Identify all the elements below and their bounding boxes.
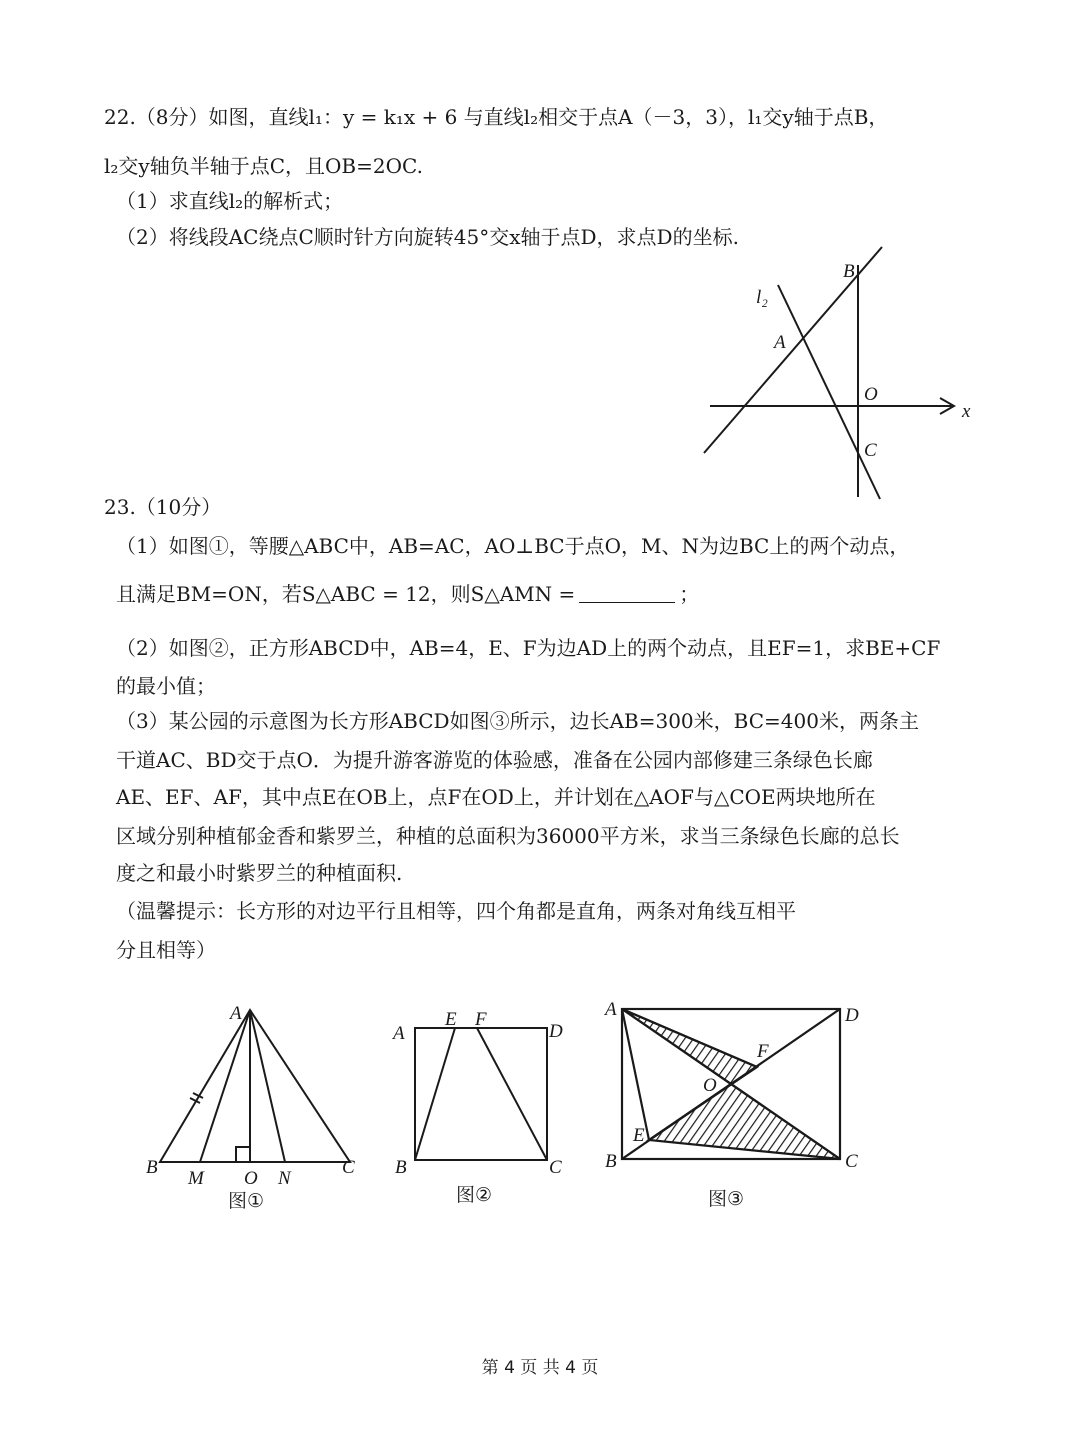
page-footer: 第 4 页 共 4 页	[481, 1358, 599, 1378]
fig3-label-D: D	[845, 1005, 859, 1026]
fig22-label-C: C	[864, 440, 877, 461]
fig1-label-C: C	[342, 1157, 355, 1178]
fig3-label-E: E	[633, 1125, 645, 1146]
fig22-label-x: x	[962, 401, 971, 422]
fig3-label-O: O	[703, 1075, 717, 1096]
q23-part1-a: （1）如图①，等腰△ABC中，AB=AC，AO⊥BC于点O，M、N为边BC上的两个动点，	[116, 534, 910, 558]
fig3-label-F: F	[757, 1041, 769, 1062]
fig3-rectangle-park	[595, 995, 875, 1180]
q23-tip-a: （温馨提示：长方形的对边平行且相等，四个角都是直角，两条对角线互相平	[116, 899, 796, 923]
fig22-label-B: B	[843, 261, 855, 282]
q22-part2: （2）将线段AC绕点C顺时针方向旋转45°交x轴于点D，求点D的坐标.	[116, 225, 739, 249]
path-AF	[622, 1009, 757, 1067]
q23-part3-a: （3）某公园的示意图为长方形ABCD如图③所示，边长AB=300米，BC=400米，两条主	[116, 709, 919, 733]
q23-part3-b: 干道AC、BD交于点O．为提升游客游览的体验感，准备在公园内部修建三条绿色长廊	[116, 748, 873, 772]
path-AE	[622, 1009, 649, 1140]
fig1-label-O: O	[244, 1168, 258, 1189]
fig3-label-B: B	[605, 1151, 617, 1172]
q23-part3-c: AE、EF、AF，其中点E在OB上，点F在OD上，并计划在△AOF与△COE两块地所在	[116, 785, 876, 809]
fig22-label-l2: l₂	[756, 287, 768, 308]
fig1-caption: 图①	[228, 1190, 265, 1212]
q23-part1-b-end: ；	[679, 582, 700, 606]
region-AOF	[622, 1009, 757, 1084]
fig3-caption: 图③	[708, 1188, 745, 1210]
segment-CF	[477, 1028, 547, 1160]
fig2-label-F: F	[475, 1009, 487, 1030]
q23-part1-b	[116, 581, 699, 607]
q22-line1: 22.（8分）如图，直线l₁：y = k₁x + 6 与直线l₂相交于点A（－3，3），l₁交y轴于点B，	[104, 105, 889, 129]
fig1-label-B: B	[146, 1157, 158, 1178]
fig22-label-A: A	[774, 332, 786, 353]
fig2-label-D: D	[549, 1021, 563, 1042]
fig1-isosceles-triangle	[140, 995, 370, 1195]
fig3-label-C: C	[845, 1151, 858, 1172]
segment-AM	[200, 1010, 250, 1162]
q23-part1-b-text: 且满足BM=ON，若S△ABC = 12，则S△AMN =	[116, 582, 576, 606]
fig2-caption: 图②	[456, 1184, 493, 1206]
line-l1	[704, 247, 882, 453]
q23-part3-d: 区域分别种植郁金香和紫罗兰，种植的总面积为36000平方米，求当三条绿色长廊的总长	[116, 824, 900, 848]
fig1-label-N: N	[278, 1168, 291, 1189]
q22-part1: （1）求直线l₂的解析式；	[116, 189, 344, 213]
q23-part2-a: （2）如图②，正方形ABCD中，AB=4，E、F为边AD上的两个动点，且EF=1，求BE+CF	[116, 636, 941, 660]
q22-line2: l₂交y轴负半轴于点C，且OB=2OC.	[104, 154, 423, 178]
fig2-label-A: A	[393, 1023, 405, 1044]
q23-tip-b: 分且相等）	[116, 938, 216, 962]
fig3-label-A: A	[605, 999, 617, 1020]
answer-blank[interactable]	[579, 584, 675, 603]
fig22-coordinate-diagram	[690, 225, 990, 510]
q23-part3-e: 度之和最小时紫罗兰的种植面积.	[116, 861, 403, 885]
fig2-square	[385, 1005, 575, 1180]
fig2-label-C: C	[549, 1157, 562, 1178]
segment-AN	[250, 1010, 285, 1162]
fig2-label-E: E	[445, 1009, 457, 1030]
segment-BE	[415, 1028, 455, 1160]
q23-part2-b: 的最小值；	[116, 674, 216, 698]
fig22-label-O: O	[864, 384, 878, 405]
q23-title: 23.（10分）	[104, 495, 222, 519]
fig2-label-B: B	[395, 1157, 407, 1178]
fig1-label-A: A	[230, 1003, 242, 1024]
right-angle-mark	[236, 1147, 250, 1162]
fig1-label-M: M	[188, 1168, 204, 1189]
